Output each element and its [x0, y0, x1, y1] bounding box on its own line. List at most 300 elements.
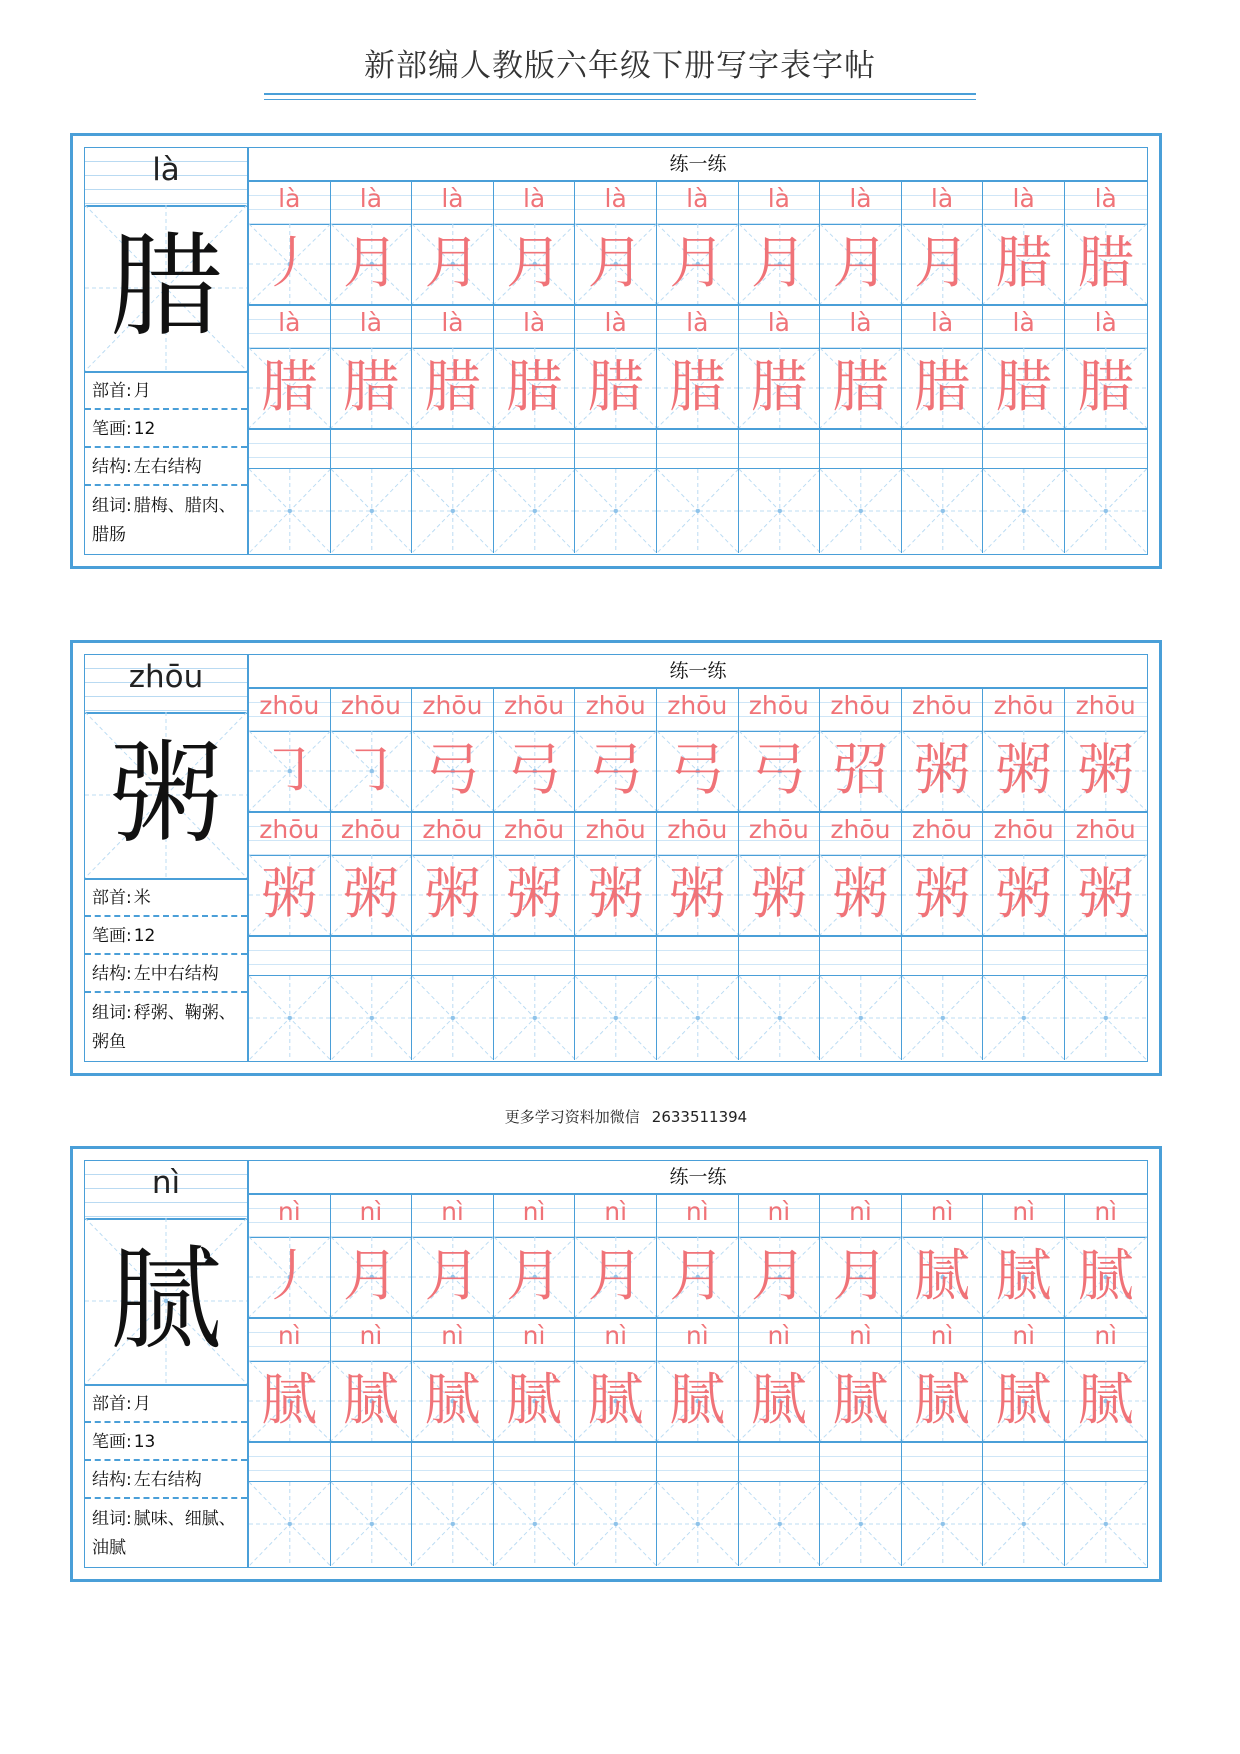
- tracing-cell[interactable]: [331, 855, 413, 935]
- tian-grid-guides: [902, 1482, 983, 1566]
- empty-pinyin-cell[interactable]: [331, 937, 413, 975]
- tracing-character: 腊: [587, 355, 644, 420]
- word-examples-label: 组词:: [92, 1003, 132, 1023]
- tracing-character: 腊: [832, 355, 889, 420]
- tracing-character: 腊: [1077, 355, 1134, 420]
- tracing-cell[interactable]: [1065, 1237, 1147, 1317]
- empty-writing-cell[interactable]: [1065, 1482, 1147, 1566]
- tracing-cell[interactable]: [331, 731, 413, 811]
- footnote-contact: 2633511394: [651, 1108, 748, 1126]
- empty-pinyin-cell[interactable]: [249, 430, 331, 468]
- tracing-character: 腻: [261, 1368, 318, 1433]
- tracing-cell[interactable]: [657, 1361, 739, 1441]
- empty-pinyin-cell[interactable]: [412, 1443, 494, 1481]
- tian-grid-guides: [983, 976, 1064, 1060]
- empty-writing-cell[interactable]: [820, 976, 902, 1060]
- full-character-row: [249, 855, 1147, 937]
- empty-writing-cell[interactable]: [412, 469, 494, 553]
- empty-writing-cell[interactable]: [902, 469, 984, 553]
- empty-pinyin-cell[interactable]: [820, 937, 902, 975]
- empty-pinyin-cell[interactable]: [657, 937, 739, 975]
- pinyin-text: zhōu: [667, 691, 728, 720]
- empty-pinyin-cell[interactable]: [494, 937, 576, 975]
- tracing-cell[interactable]: [657, 224, 739, 304]
- tian-grid-guides: [412, 1482, 493, 1566]
- empty-pinyin-cell[interactable]: [657, 1443, 739, 1481]
- pinyin-cell: [902, 182, 984, 224]
- pinyin-cell: [820, 306, 902, 348]
- tracing-cell[interactable]: [739, 731, 821, 811]
- word-examples: [85, 1500, 247, 1563]
- pinyin-cell: [412, 1319, 494, 1361]
- radical-info-label: 部首:: [92, 888, 132, 908]
- tracing-cell[interactable]: [1065, 731, 1147, 811]
- pinyin-text: nì: [359, 1321, 383, 1350]
- tracing-cell[interactable]: [575, 1361, 657, 1441]
- empty-writing-cell[interactable]: [331, 976, 413, 1060]
- empty-pinyin-cell[interactable]: [983, 430, 1065, 468]
- empty-pinyin-cell[interactable]: [412, 430, 494, 468]
- radical-info-label: 部首:: [92, 1394, 132, 1414]
- tracing-cell[interactable]: [983, 1237, 1065, 1317]
- tracing-cell[interactable]: [331, 348, 413, 428]
- tracing-character: 粥: [1077, 862, 1134, 927]
- tracing-cell[interactable]: [331, 1237, 413, 1317]
- pinyin-cell: [657, 689, 739, 731]
- tracing-cell[interactable]: [739, 348, 821, 428]
- card-inner-frame: [84, 147, 1148, 555]
- empty-pinyin-cell[interactable]: [983, 937, 1065, 975]
- pinyin-cell: [249, 813, 331, 855]
- empty-pinyin-cell[interactable]: [249, 1443, 331, 1481]
- empty-writing-cell[interactable]: [983, 1482, 1065, 1566]
- tracing-cell[interactable]: [494, 855, 576, 935]
- empty-writing-cell[interactable]: [657, 976, 739, 1060]
- empty-pinyin-cell[interactable]: [739, 1443, 821, 1481]
- tracing-character: 腻: [995, 1244, 1052, 1309]
- empty-pinyin-row: [249, 1443, 1147, 1482]
- empty-writing-cell[interactable]: [494, 1482, 576, 1566]
- tracing-cell[interactable]: [249, 1361, 331, 1441]
- page-title: 新部编人教版六年级下册写字表字帖: [364, 48, 876, 84]
- pinyin-text: là: [1012, 308, 1035, 337]
- tracing-character: 月: [750, 1244, 807, 1309]
- character-info-panel: [85, 148, 249, 554]
- tracing-cell[interactable]: [412, 224, 494, 304]
- tracing-character: 粥: [424, 862, 481, 927]
- tian-grid-guides: [983, 1482, 1064, 1566]
- tracing-cell[interactable]: [902, 731, 984, 811]
- empty-writing-cell[interactable]: [412, 1482, 494, 1566]
- pinyin-row-2: [249, 813, 1147, 856]
- pinyin-text: nì: [1012, 1321, 1036, 1350]
- tracing-cell[interactable]: [902, 224, 984, 304]
- tracing-cell[interactable]: [657, 731, 739, 811]
- empty-pinyin-cell[interactable]: [983, 1443, 1065, 1481]
- character-card: [70, 640, 1162, 1076]
- pinyin-cell: [902, 689, 984, 731]
- footnote-text: 更多学习资料加微信: [504, 1108, 640, 1126]
- empty-writing-cell[interactable]: [494, 976, 576, 1060]
- pinyin-text: zhōu: [585, 815, 646, 844]
- tracing-character: 粥: [995, 738, 1052, 803]
- tracing-cell[interactable]: [902, 348, 984, 428]
- tracing-character: 腻: [424, 1368, 481, 1433]
- tracing-cell[interactable]: [412, 1237, 494, 1317]
- pinyin-text: là: [1094, 184, 1117, 213]
- tian-grid-guides: [657, 976, 738, 1060]
- pinyin-cell: [575, 813, 657, 855]
- tracing-character: 腊: [995, 231, 1052, 296]
- tracing-cell[interactable]: [820, 348, 902, 428]
- empty-writing-cell[interactable]: [575, 1482, 657, 1566]
- pinyin-row-1: [249, 182, 1147, 225]
- tracing-cell[interactable]: [494, 348, 576, 428]
- radical-info: [85, 1386, 247, 1423]
- tracing-cell[interactable]: [983, 855, 1065, 935]
- structure-info: [85, 449, 247, 486]
- word-examples-label: 组词:: [92, 496, 132, 516]
- pinyin-cell: [820, 813, 902, 855]
- tracing-cell[interactable]: [412, 731, 494, 811]
- tian-grid-guides: [739, 976, 820, 1060]
- pinyin-cell: [739, 182, 821, 224]
- tian-grid-guides: [331, 1482, 412, 1566]
- pinyin-text: nì: [277, 1321, 301, 1350]
- tracing-character: 腊: [995, 355, 1052, 420]
- tracing-character: 粥: [342, 862, 399, 927]
- tracing-character: 月: [669, 1244, 726, 1309]
- tracing-cell[interactable]: [657, 1237, 739, 1317]
- tracing-character: 月: [342, 231, 399, 296]
- pinyin-text: là: [278, 308, 301, 337]
- character-card: [70, 1146, 1162, 1582]
- empty-writing-cell[interactable]: [331, 469, 413, 553]
- tracing-character: 腻: [506, 1368, 563, 1433]
- tracing-cell[interactable]: [575, 224, 657, 304]
- empty-pinyin-cell[interactable]: [494, 1443, 576, 1481]
- tian-grid-guides: [820, 469, 901, 553]
- tracing-cell[interactable]: [331, 1361, 413, 1441]
- tracing-character: 月: [587, 231, 644, 296]
- pinyin-text: là: [849, 184, 872, 213]
- empty-writing-cell[interactable]: [249, 976, 331, 1060]
- tracing-character: 月: [424, 231, 481, 296]
- empty-pinyin-cell[interactable]: [1065, 430, 1147, 468]
- empty-writing-cell[interactable]: [739, 976, 821, 1060]
- empty-pinyin-cell[interactable]: [739, 430, 821, 468]
- tracing-character: 粥: [587, 862, 644, 927]
- full-character-row: [249, 348, 1147, 430]
- tracing-character: 弓: [669, 738, 726, 803]
- word-examples: [85, 487, 247, 550]
- tracing-character: ㇆: [342, 738, 399, 803]
- pinyin-cell: [657, 1319, 739, 1361]
- tian-grid-guides: [575, 976, 656, 1060]
- tian-grid-guides: [249, 976, 330, 1060]
- tracing-cell[interactable]: [412, 855, 494, 935]
- pinyin-text: nì: [930, 1197, 954, 1226]
- full-character-row: [249, 1361, 1147, 1443]
- pinyin-cell: [494, 813, 576, 855]
- pinyin-text: zhōu: [830, 691, 891, 720]
- empty-writing-cell[interactable]: [412, 976, 494, 1060]
- tracing-cell[interactable]: [1065, 224, 1147, 304]
- pinyin-cell: [412, 306, 494, 348]
- pinyin-cell: [412, 182, 494, 224]
- empty-writing-cell[interactable]: [249, 469, 331, 553]
- stroke-count-info: [85, 411, 247, 448]
- card-inner-frame: [84, 654, 1148, 1062]
- tracing-cell[interactable]: [575, 1237, 657, 1317]
- tracing-cell[interactable]: [249, 1237, 331, 1317]
- tian-grid-guides: [902, 976, 983, 1060]
- empty-pinyin-cell[interactable]: [820, 430, 902, 468]
- stroke-count-info: [85, 918, 247, 955]
- empty-writing-cell[interactable]: [575, 976, 657, 1060]
- pinyin-text: là: [767, 184, 790, 213]
- stroke-count-info: [85, 1424, 247, 1461]
- main-pinyin-box: [85, 148, 247, 207]
- pinyin-cell: [331, 182, 413, 224]
- tracing-character: 腊: [914, 355, 971, 420]
- radical-info-value: 米: [133, 888, 151, 908]
- pinyin-text: là: [522, 308, 546, 337]
- word-examples: [85, 994, 247, 1057]
- pinyin-cell: [494, 182, 576, 224]
- practice-header: 练一练: [249, 655, 1147, 689]
- tracing-cell[interactable]: [983, 224, 1065, 304]
- pinyin-text: là: [441, 184, 464, 213]
- tracing-cell[interactable]: [902, 855, 984, 935]
- empty-writing-cell[interactable]: [820, 1482, 902, 1566]
- tracing-cell[interactable]: [902, 1361, 984, 1441]
- radical-info: [85, 373, 247, 410]
- pinyin-cell: [902, 1195, 984, 1237]
- empty-writing-cell[interactable]: [983, 976, 1065, 1060]
- structure-info-label: 结构:: [92, 964, 132, 984]
- pinyin-text: là: [441, 308, 464, 337]
- pinyin-cell: [983, 1319, 1065, 1361]
- empty-pinyin-cell[interactable]: [575, 937, 657, 975]
- pinyin-row-1: [249, 689, 1147, 732]
- tracing-cell[interactable]: [575, 731, 657, 811]
- empty-pinyin-cell[interactable]: [657, 430, 739, 468]
- empty-writing-cell[interactable]: [331, 1482, 413, 1566]
- tracing-cell[interactable]: [657, 348, 739, 428]
- pinyin-cell: [739, 306, 821, 348]
- tracing-cell[interactable]: [1065, 1361, 1147, 1441]
- pinyin-cell: [1065, 1195, 1147, 1237]
- empty-writing-cell[interactable]: [249, 1482, 331, 1566]
- tracing-cell[interactable]: [575, 855, 657, 935]
- pinyin-cell: [820, 1319, 902, 1361]
- tracing-cell[interactable]: [249, 348, 331, 428]
- tian-grid-guides: [331, 976, 412, 1060]
- tracing-character: 腊: [1077, 231, 1134, 296]
- pinyin-cell: [657, 813, 739, 855]
- tian-grid-guides: [249, 469, 330, 553]
- tracing-cell[interactable]: [739, 855, 821, 935]
- tracing-character: 弓: [424, 738, 481, 803]
- empty-writing-cell[interactable]: [739, 469, 821, 553]
- pinyin-text: nì: [849, 1197, 872, 1226]
- pinyin-text: là: [359, 184, 383, 213]
- tracing-cell[interactable]: [494, 731, 576, 811]
- practice-panel: [249, 148, 1147, 554]
- stroke-count-info-label: 笔画:: [92, 926, 132, 946]
- empty-writing-cell[interactable]: [657, 469, 739, 553]
- tracing-cell[interactable]: [739, 1237, 821, 1317]
- pinyin-cell: [739, 1319, 821, 1361]
- word-examples-value: 稃粥、鞠粥、粥鱼: [92, 1003, 236, 1052]
- tracing-cell[interactable]: [657, 855, 739, 935]
- tian-grid-guides: [331, 469, 412, 553]
- empty-writing-cell[interactable]: [902, 1482, 984, 1566]
- tracing-cell[interactable]: [820, 1237, 902, 1317]
- tracing-cell[interactable]: [820, 224, 902, 304]
- tracing-cell[interactable]: [412, 348, 494, 428]
- pinyin-text: nì: [1094, 1321, 1118, 1350]
- pinyin-text: nì: [604, 1321, 628, 1350]
- tracing-cell[interactable]: [249, 224, 331, 304]
- tracing-cell[interactable]: [739, 224, 821, 304]
- tracing-cell[interactable]: [412, 1361, 494, 1441]
- tracing-cell[interactable]: [494, 224, 576, 304]
- tian-grid-guides: [575, 469, 656, 553]
- empty-pinyin-cell[interactable]: [902, 937, 984, 975]
- empty-pinyin-cell[interactable]: [902, 1443, 984, 1481]
- tracing-character: 弓: [506, 738, 563, 803]
- tracing-cell[interactable]: [575, 348, 657, 428]
- empty-pinyin-cell[interactable]: [575, 430, 657, 468]
- pinyin-cell: [739, 1195, 821, 1237]
- pinyin-text: zhōu: [748, 691, 809, 720]
- title-underline: [264, 93, 976, 95]
- pinyin-cell: [1065, 813, 1147, 855]
- structure-info-value: 左中右结构: [133, 964, 219, 984]
- pinyin-text: nì: [359, 1197, 383, 1226]
- tracing-character: 月: [342, 1244, 399, 1309]
- empty-writing-cell[interactable]: [657, 1482, 739, 1566]
- structure-info-label: 结构:: [92, 457, 132, 477]
- pinyin-text: zhōu: [259, 691, 320, 720]
- pinyin-text: nì: [522, 1197, 546, 1226]
- tracing-cell[interactable]: [820, 855, 902, 935]
- main-character-box: [85, 712, 247, 880]
- empty-writing-cell[interactable]: [575, 469, 657, 553]
- empty-writing-row: [249, 976, 1147, 1060]
- empty-pinyin-cell[interactable]: [331, 430, 413, 468]
- tracing-cell[interactable]: [983, 348, 1065, 428]
- pinyin-row-2: [249, 1319, 1147, 1362]
- pinyin-text: nì: [441, 1321, 464, 1350]
- pinyin-cell: [983, 182, 1065, 224]
- pinyin-cell: [494, 306, 576, 348]
- pinyin-text: nì: [685, 1321, 709, 1350]
- empty-pinyin-cell[interactable]: [412, 937, 494, 975]
- tian-grid-guides: [657, 1482, 738, 1566]
- empty-writing-cell[interactable]: [820, 469, 902, 553]
- tian-grid-guides: [739, 469, 820, 553]
- empty-writing-cell[interactable]: [902, 976, 984, 1060]
- tracing-cell[interactable]: [983, 1361, 1065, 1441]
- tracing-character: 腻: [750, 1368, 807, 1433]
- tracing-cell[interactable]: [820, 731, 902, 811]
- tracing-cell[interactable]: [820, 1361, 902, 1441]
- stroke-count-info-value: 13: [133, 1432, 156, 1452]
- pinyin-text: nì: [522, 1321, 546, 1350]
- pinyin-cell: [331, 1319, 413, 1361]
- empty-pinyin-cell[interactable]: [249, 937, 331, 975]
- stroke-count-info-label: 笔画:: [92, 1432, 132, 1452]
- empty-pinyin-cell[interactable]: [820, 1443, 902, 1481]
- pinyin-text: nì: [1012, 1197, 1036, 1226]
- tracing-cell[interactable]: [494, 1237, 576, 1317]
- pinyin-cell: [494, 1195, 576, 1237]
- tracing-cell[interactable]: [494, 1361, 576, 1441]
- empty-writing-cell[interactable]: [983, 469, 1065, 553]
- tracing-character: 粥: [261, 862, 318, 927]
- tracing-cell[interactable]: [983, 731, 1065, 811]
- pinyin-cell: [575, 182, 657, 224]
- pinyin-cell: [412, 813, 494, 855]
- empty-writing-cell[interactable]: [739, 1482, 821, 1566]
- pinyin-text: zhōu: [748, 815, 809, 844]
- radical-info: [85, 880, 247, 917]
- empty-pinyin-cell[interactable]: [494, 430, 576, 468]
- empty-writing-cell[interactable]: [1065, 976, 1147, 1060]
- tracing-cell[interactable]: [1065, 348, 1147, 428]
- empty-pinyin-cell[interactable]: [1065, 1443, 1147, 1481]
- tracing-character: 弓: [750, 738, 807, 803]
- pinyin-text: zhōu: [830, 815, 891, 844]
- empty-pinyin-cell[interactable]: [1065, 937, 1147, 975]
- tracing-cell[interactable]: [739, 1361, 821, 1441]
- tracing-character: 腊: [424, 355, 481, 420]
- pinyin-text: nì: [604, 1197, 628, 1226]
- tracing-cell[interactable]: [249, 731, 331, 811]
- pinyin-cell: [331, 689, 413, 731]
- tracing-cell[interactable]: [902, 1237, 984, 1317]
- pinyin-text: là: [686, 308, 709, 337]
- tracing-character: 月: [914, 231, 971, 296]
- pinyin-text: nì: [849, 1321, 872, 1350]
- main-character: 腊: [110, 222, 222, 352]
- tracing-cell[interactable]: [1065, 855, 1147, 935]
- main-pinyin: nì: [151, 1165, 181, 1201]
- tracing-character: 月: [750, 231, 807, 296]
- empty-writing-cell[interactable]: [494, 469, 576, 553]
- tracing-cell[interactable]: [331, 224, 413, 304]
- stroke-count-info-label: 笔画:: [92, 419, 132, 439]
- practice-panel: [249, 655, 1147, 1061]
- tracing-cell[interactable]: [249, 855, 331, 935]
- empty-pinyin-cell[interactable]: [575, 1443, 657, 1481]
- pinyin-cell: [657, 1195, 739, 1237]
- pinyin-cell: [983, 1195, 1065, 1237]
- empty-pinyin-cell[interactable]: [739, 937, 821, 975]
- empty-pinyin-cell[interactable]: [902, 430, 984, 468]
- pinyin-text: nì: [767, 1321, 791, 1350]
- empty-writing-cell[interactable]: [1065, 469, 1147, 553]
- pinyin-cell: [331, 306, 413, 348]
- pinyin-text: là: [849, 308, 872, 337]
- pinyin-cell: [494, 1319, 576, 1361]
- empty-pinyin-cell[interactable]: [331, 1443, 413, 1481]
- tian-grid-guides: [494, 1482, 575, 1566]
- tracing-character: 腊: [750, 355, 807, 420]
